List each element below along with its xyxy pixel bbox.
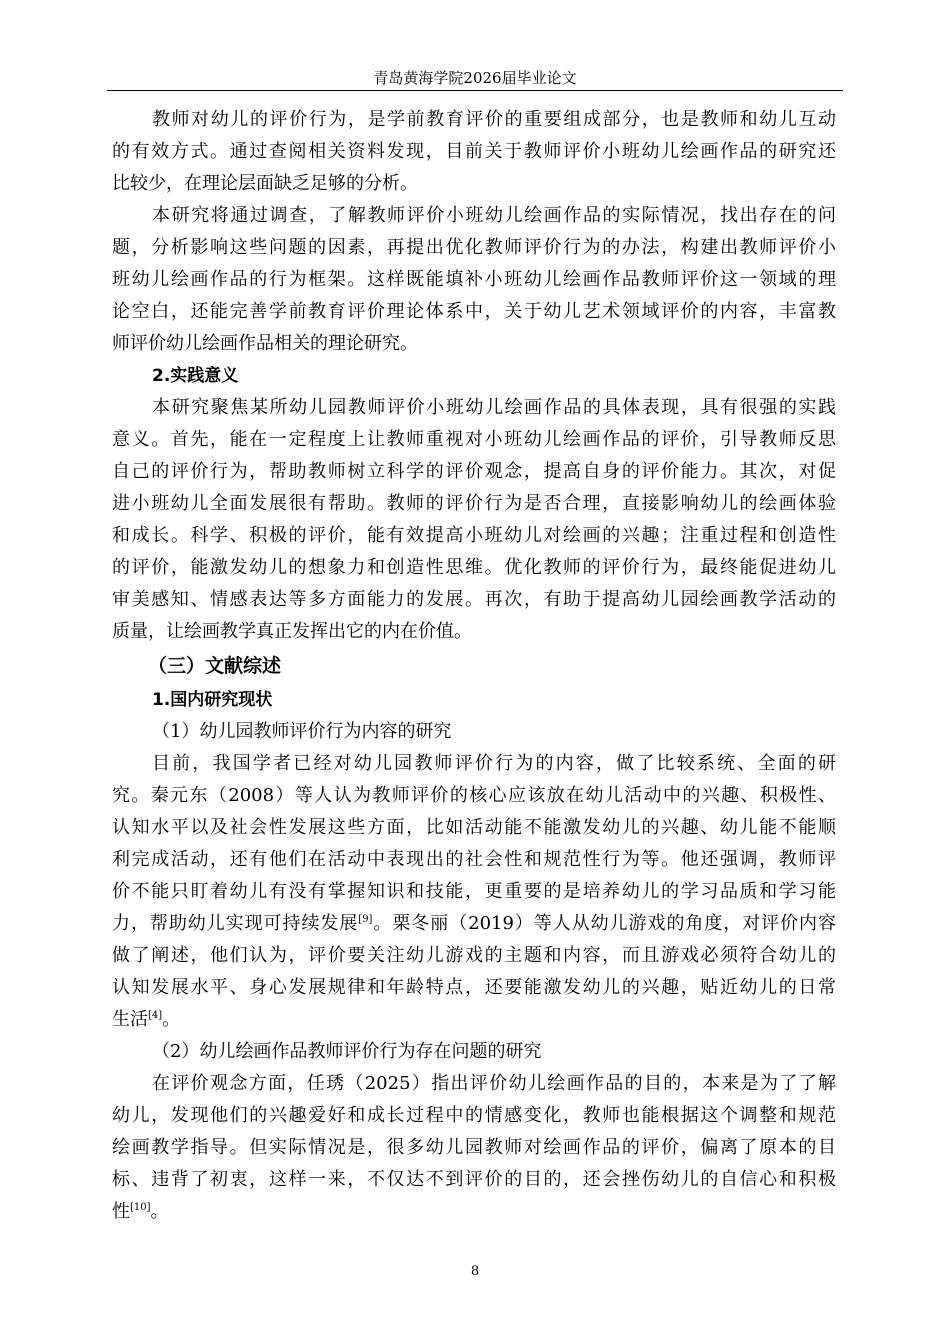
subsection-heading: （2）幼儿绘画作品教师评价行为存在问题的研究 bbox=[152, 1041, 542, 1062]
paragraph-line: 目前，我国学者已经对幼儿园教师评价行为的内容，做了比较系统、全面的研 bbox=[152, 753, 836, 774]
paragraph-line: 本研究聚焦某所幼儿园教师评价小班幼儿绘画作品的具体表现，具有很强的实践 bbox=[152, 397, 836, 418]
text-segment: 力，帮助幼儿实现可持续发展 bbox=[112, 913, 359, 934]
subheading-practical-significance: 2.实践意义 bbox=[152, 366, 239, 386]
paragraph-line: 幼儿，发现他们的兴趣爱好和成长过程中的情感变化，教师也能根据这个调整和规范 bbox=[112, 1105, 836, 1126]
paragraph-line: 本研究将通过调查，了解教师评价小班幼儿绘画作品的实际情况，找出存在的问 bbox=[152, 205, 836, 226]
subheading-domestic-research: 1.国内研究现状 bbox=[152, 690, 273, 710]
paragraph-line: 价不能只盯着幼儿有没有掌握知识和技能，更重要的是培养幼儿的学习品质和学习能 bbox=[112, 881, 836, 902]
paragraph-line: 究。秦元东（2008）等人认为教师评价的核心应该放在幼儿活动中的兴趣、积极性、 bbox=[112, 785, 836, 806]
paragraph-line: 认知水平以及社会性发展这些方面，比如活动能不能激发幼儿的兴趣、幼儿能不能顺 bbox=[112, 817, 836, 838]
paragraph-line bbox=[112, 1196, 836, 1228]
paragraph-line: 教师对幼儿的评价行为，是学前教育评价的重要组成部分，也是教师和幼儿互动 bbox=[152, 109, 836, 130]
paragraph-line: 质量，让绘画教学真正发挥出它的内在价值。 bbox=[112, 621, 472, 642]
text-segment: 。栗冬丽（2019）等人从幼儿游戏的角度，对评价内容 bbox=[372, 913, 836, 934]
paragraph-line: 比较少，在理论层面缺乏足够的分析。 bbox=[112, 173, 418, 194]
paragraph-line: 题，分析影响这些问题的因素，再提出优化教师评价行为的办法，构建出教师评价小 bbox=[112, 237, 836, 258]
page-body bbox=[112, 104, 836, 1228]
citation-reference: [10] bbox=[130, 1202, 151, 1213]
paragraph-line bbox=[112, 908, 836, 940]
subsection-heading: （1）幼儿园教师评价行为内容的研究 bbox=[152, 721, 452, 742]
running-header: 青岛黄海学院2026届毕业论文 bbox=[107, 66, 843, 91]
paragraph-line: 班幼儿绘画作品的行为框架。这样既能填补小班幼儿绘画作品教师评价这一领域的理 bbox=[112, 269, 836, 290]
paragraph-line: 认知发展水平、身心发展规律和年龄特点，还要能激发幼儿的兴趣，贴近幼儿的日常 bbox=[112, 977, 836, 998]
paragraph-line: 标、违背了初衷，这样一来，不仅达不到评价的目的，还会挫伤幼儿的自信心和积极 bbox=[112, 1169, 836, 1190]
paragraph-line bbox=[112, 1004, 836, 1036]
paragraph-line: 审美感知、情感表达等多方面能力的发展。再次，有助于提高幼儿园绘画教学活动的 bbox=[112, 589, 836, 610]
section-heading-literature-review: （三）文献综述 bbox=[148, 655, 282, 677]
paragraph-line: 论空白，还能完善学前教育评价理论体系中，关于幼儿艺术领域评价的内容，丰富教 bbox=[112, 301, 836, 322]
page-number: 8 bbox=[470, 1264, 480, 1279]
text-segment: 生活 bbox=[112, 1009, 148, 1030]
paragraph-line: 意义。首先，能在一定程度上让教师重视对小班幼儿绘画作品的评价，引导教师反思 bbox=[112, 429, 836, 450]
paragraph-line: 和成长。科学、积极的评价，能有效提高小班幼儿对绘画的兴趣；注重过程和创造性 bbox=[112, 525, 836, 546]
paragraph-line: 师评价幼儿绘画作品相关的理论研究。 bbox=[112, 333, 418, 354]
text-segment: 。 bbox=[162, 1009, 181, 1030]
citation-reference: [4] bbox=[148, 1010, 163, 1021]
paragraph-line: 自己的评价行为，帮助教师树立科学的评价观念，提高自身的评价能力。其次，对促 bbox=[112, 461, 836, 482]
text-segment: 。 bbox=[150, 1201, 169, 1222]
paragraph-line: 的有效方式。通过查阅相关资料发现，目前关于教师评价小班幼儿绘画作品的研究还 bbox=[112, 141, 836, 162]
paragraph-line: 进小班幼儿全面发展很有帮助。教师的评价行为是否合理，直接影响幼儿的绘画体验 bbox=[112, 493, 836, 514]
paragraph-line: 绘画教学指导。但实际情况是，很多幼儿园教师对绘画作品的评价，偏离了原本的目 bbox=[112, 1137, 836, 1158]
citation-reference: [9] bbox=[358, 914, 373, 925]
paragraph-line: 利完成活动，还有他们在活动中表现出的社会性和规范性行为等。他还强调，教师评 bbox=[112, 849, 836, 870]
paragraph-line: 在评价观念方面，任琇（2025）指出评价幼儿绘画作品的目的，本来是为了了解 bbox=[152, 1073, 836, 1094]
paragraph-line: 做了阐述，他们认为，评价要关注幼儿游戏的主题和内容，而且游戏必须符合幼儿的 bbox=[112, 945, 836, 966]
text-segment: 性 bbox=[112, 1201, 130, 1222]
paragraph-line: 的评价，能激发幼儿的想象力和创造性思维。优化教师的评价行为，最终能促进幼儿 bbox=[112, 557, 836, 578]
